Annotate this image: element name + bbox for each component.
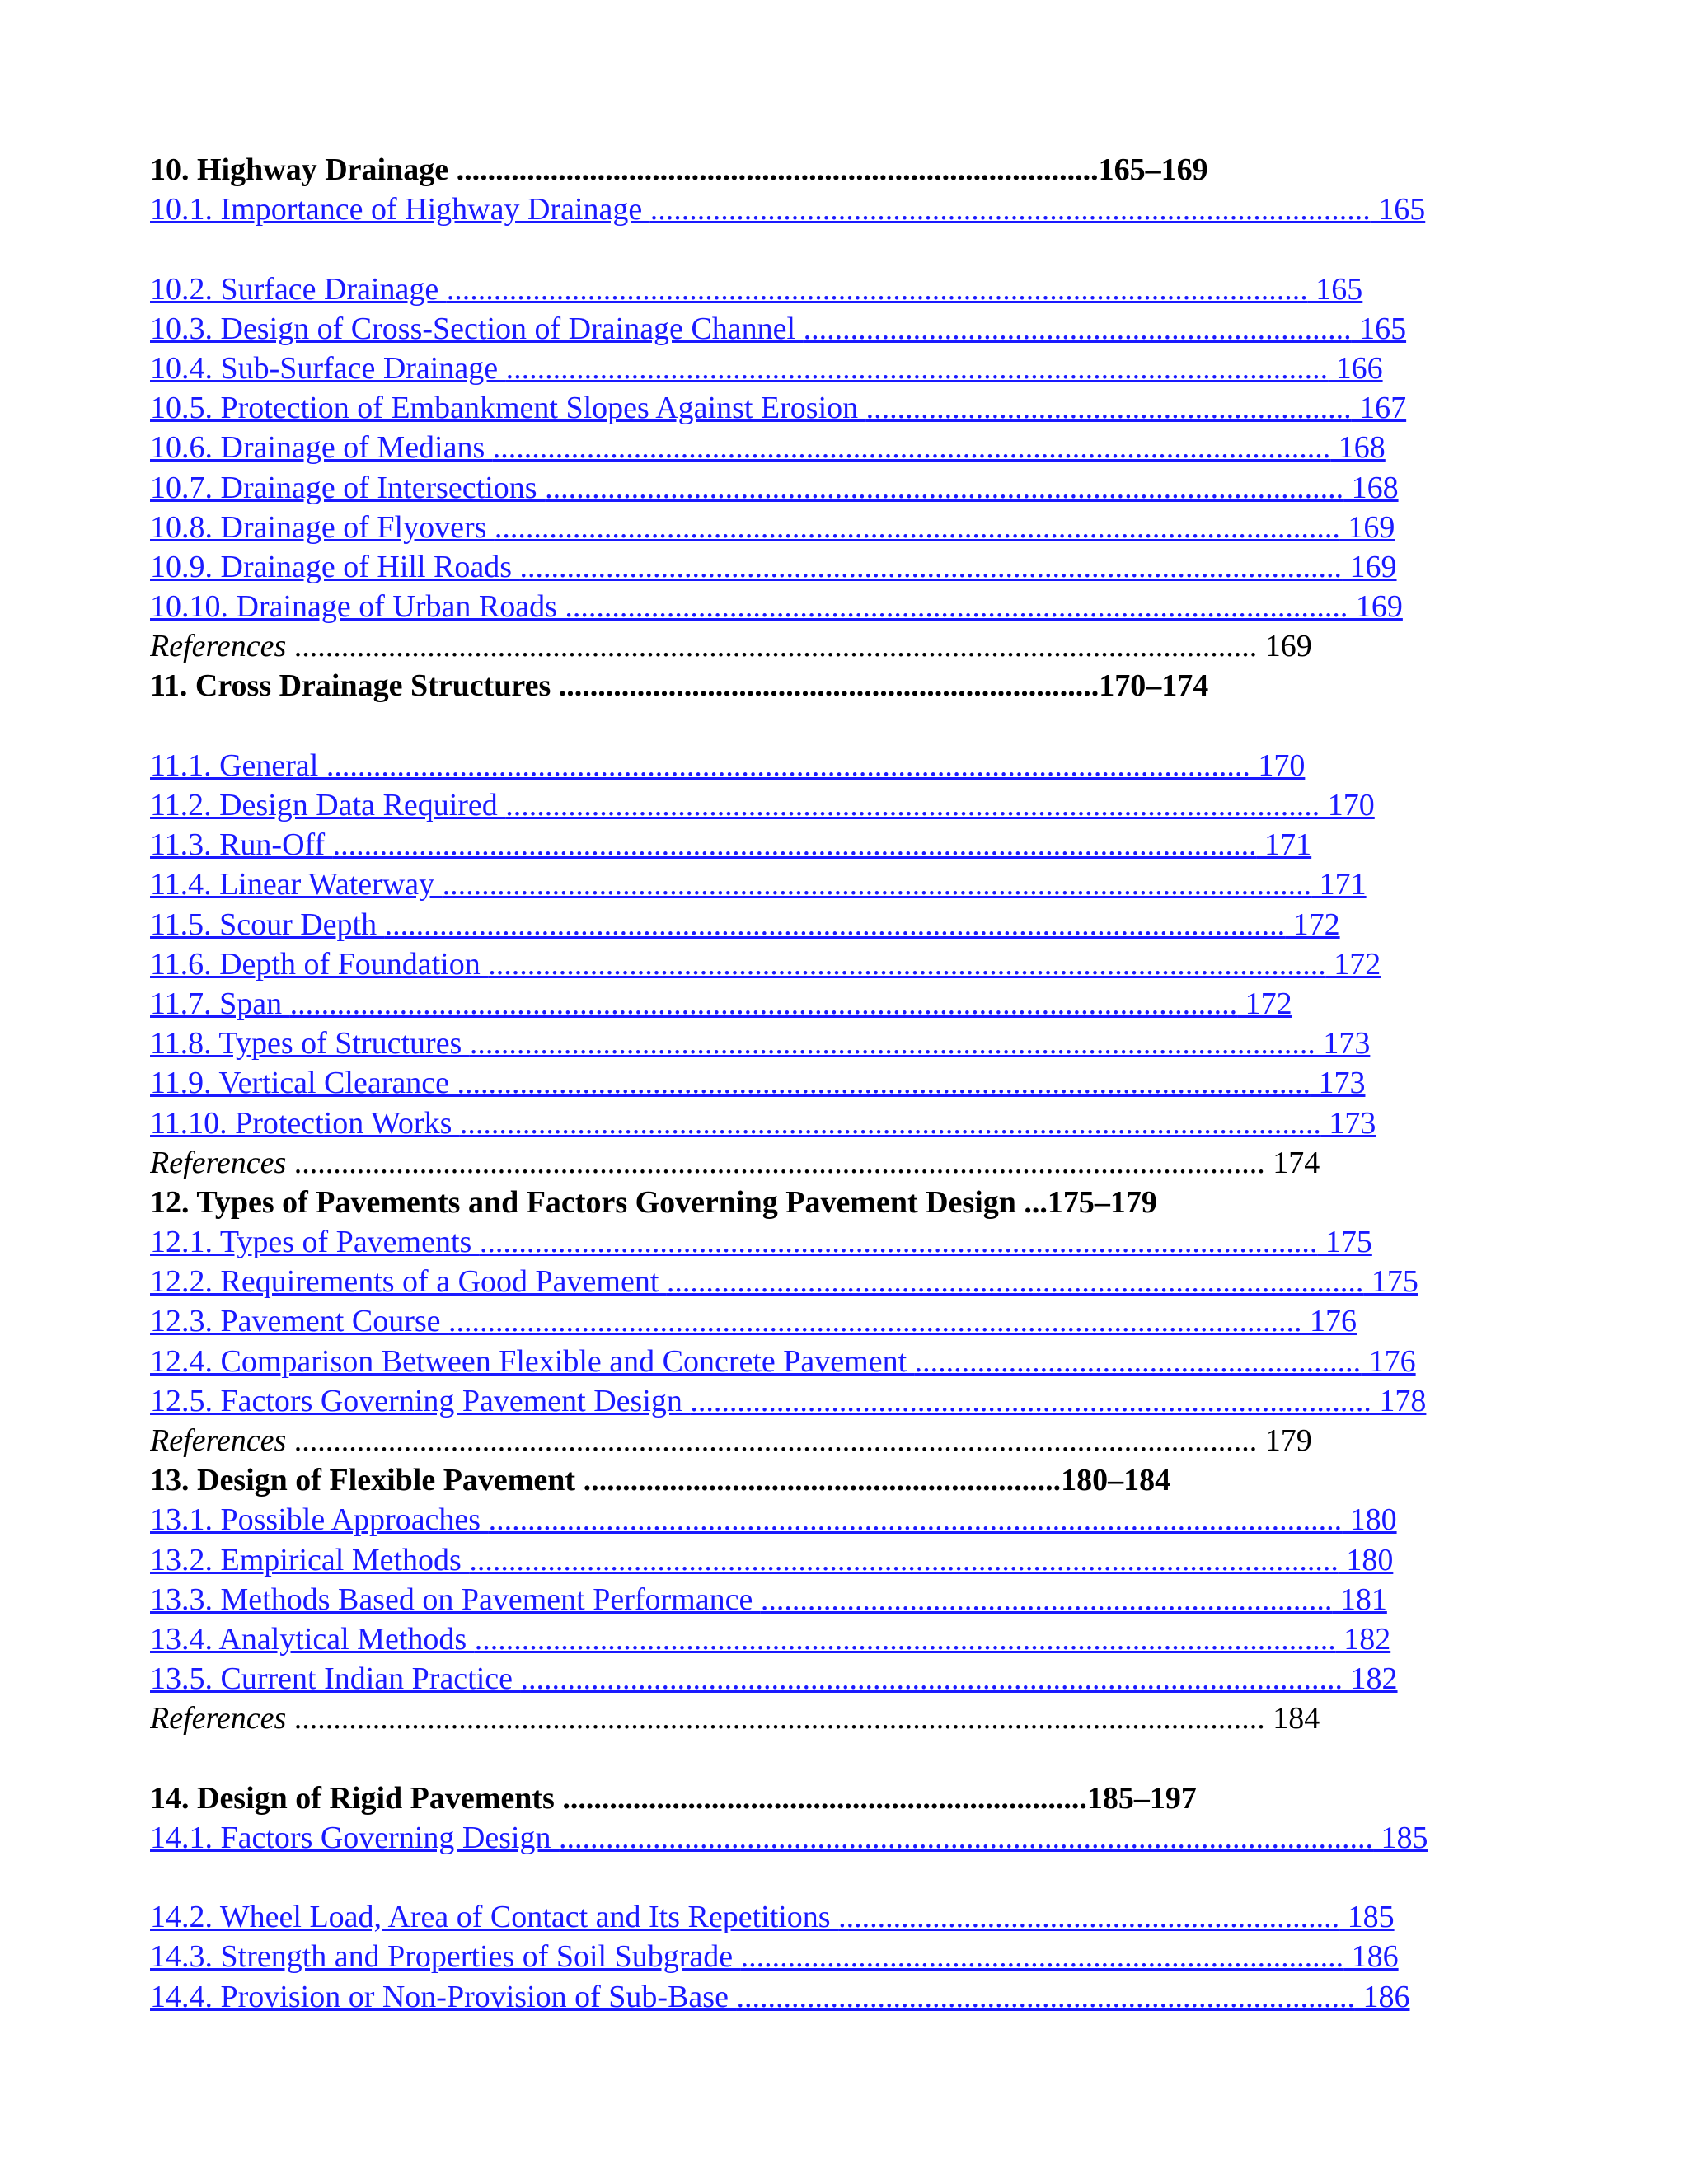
toc-page-number[interactable]: 185 (1339, 1900, 1395, 1935)
toc-dot-leader[interactable]: ......................................................................................... (666, 1264, 1364, 1300)
toc-section-link[interactable] (150, 1818, 1551, 1858)
toc-section-link[interactable] (150, 269, 1551, 309)
toc-section-link[interactable] (150, 746, 1551, 785)
toc-section-link[interactable] (150, 1619, 1551, 1659)
toc-section-link[interactable] (150, 1301, 1551, 1341)
toc-page-number[interactable]: 186 (1354, 1979, 1410, 2014)
toc-section-link[interactable] (150, 1977, 1551, 2017)
toc-section-link[interactable] (150, 1580, 1551, 1619)
toc-section-link[interactable] (150, 1342, 1551, 1381)
toc-title: 10. Highway Drainage (150, 152, 457, 187)
toc-title: 11. Cross Drainage Structures (150, 668, 559, 704)
toc-page-number[interactable]: 173 (1310, 1066, 1366, 1101)
toc-title: References (150, 1701, 294, 1736)
toc-title: References (150, 629, 294, 664)
table-of-contents (150, 150, 1551, 2017)
toc-chapter-heading (150, 1460, 1551, 1500)
toc-page-number: 184 (1264, 1701, 1320, 1736)
toc-dot-leader[interactable]: ............................................................................................................ (469, 1026, 1315, 1062)
toc-dot-leader[interactable]: ............................................................................................................... (469, 1542, 1339, 1577)
toc-section-link[interactable] (150, 547, 1551, 587)
toc-dot-leader: ..................................................................... (558, 668, 1100, 704)
toc-dot-leader[interactable]: ................................................................................................................... (384, 907, 1286, 942)
toc-dot-leader[interactable]: ....................................................................................... (690, 1383, 1372, 1418)
toc-dot-leader: .................................................................................. (456, 152, 1099, 187)
toc-page-number[interactable]: 176 (1301, 1304, 1357, 1339)
toc-title[interactable]: 11.6. Depth of Foundation (150, 946, 489, 982)
toc-section-link[interactable] (150, 1381, 1551, 1421)
toc-page-number[interactable]: 180 (1338, 1542, 1394, 1577)
toc-title[interactable]: 11.10. Protection Works (150, 1105, 460, 1141)
toc-chapter-heading (150, 150, 1551, 190)
toc-dot-leader[interactable]: .............................................................................................................. (446, 271, 1308, 307)
toc-dot-leader: ... (1024, 1184, 1048, 1220)
toc-title[interactable]: 13.1. Possible Approaches (150, 1502, 489, 1538)
toc-chapter-heading (150, 1779, 1551, 1818)
toc-title[interactable]: 10.4. Sub-Surface Drainage (150, 350, 506, 386)
toc-title[interactable]: 11.5. Scour Depth (150, 907, 385, 942)
toc-title[interactable]: 12.2. Requirements of a Good Pavement (150, 1264, 667, 1300)
toc-dot-leader[interactable]: ......................................................................... (760, 1582, 1333, 1617)
toc-page-number[interactable]: 186 (1343, 1939, 1399, 1975)
toc-dot-leader[interactable]: .............................................................................................................. (459, 1105, 1321, 1141)
toc-dot-leader[interactable]: ...................................................................................................................... (326, 748, 1250, 783)
toc-dot-leader: ............................................................. (583, 1463, 1062, 1498)
spacer (150, 1739, 1551, 1779)
toc-title[interactable]: 14.3. Strength and Properties of Soil Subgrade (150, 1939, 741, 1975)
toc-page-number: 175–179 (1047, 1184, 1157, 1220)
toc-title[interactable]: 11.1. General (150, 748, 326, 783)
toc-section-link[interactable] (150, 1937, 1551, 1976)
toc-page-number[interactable]: 169 (1342, 549, 1397, 584)
toc-page-number[interactable]: 182 (1335, 1621, 1391, 1657)
toc-dot-leader[interactable]: ......................................................................................................... (519, 549, 1343, 584)
toc-title[interactable]: 10.10. Drainage of Urban Roads (150, 589, 565, 625)
toc-dot-leader: ........................................................................................................................... (293, 1423, 1258, 1458)
toc-references-entry (150, 1699, 1551, 1738)
toc-page-number[interactable]: 185 (1373, 1820, 1428, 1855)
toc-page-number[interactable]: 166 (1328, 350, 1383, 386)
toc-dot-leader[interactable]: ............................................................................................................. (448, 1304, 1302, 1339)
toc-page-number: 179 (1257, 1423, 1312, 1458)
toc-dot-leader[interactable]: ............................................................................................ (649, 192, 1371, 227)
toc-dot-leader[interactable]: .................................................................................................... (565, 589, 1348, 625)
toc-title[interactable]: 11.3. Run-Off (150, 827, 333, 863)
toc-title[interactable]: 10.7. Drainage of Intersections (150, 470, 546, 505)
toc-section-link[interactable] (150, 1104, 1551, 1143)
toc-title[interactable]: 10.8. Drainage of Flyovers (150, 509, 495, 545)
spacer (150, 706, 1551, 746)
toc-section-link[interactable] (150, 1024, 1551, 1063)
toc-dot-leader[interactable]: ............................................................................................................ (494, 509, 1340, 545)
toc-dot-leader[interactable]: ........................................................................................................... (479, 1225, 1318, 1260)
toc-dot-leader[interactable]: ......................................................................................................................... (289, 986, 1238, 1021)
toc-page-number: 165–169 (1098, 152, 1208, 187)
toc-title[interactable]: 10.1. Importance of Highway Drainage (150, 192, 650, 227)
toc-section-link[interactable] (150, 905, 1551, 944)
toc-dot-leader[interactable]: ........................................................................................................ (559, 1820, 1374, 1855)
toc-page-number[interactable]: 173 (1320, 1105, 1376, 1141)
toc-title: References (150, 1145, 294, 1180)
toc-page-number[interactable]: 176 (1361, 1343, 1416, 1379)
toc-title[interactable]: 12.3. Pavement Course (150, 1304, 449, 1339)
toc-page-number[interactable]: 172 (1237, 986, 1292, 1021)
toc-dot-leader[interactable]: ............................................................................................................. (457, 1066, 1311, 1101)
toc-dot-leader[interactable]: ......................................................... (914, 1343, 1362, 1379)
toc-page-number[interactable]: 165 (1370, 192, 1426, 227)
toc-title[interactable]: 12.5. Factors Governing Pavement Design (150, 1383, 691, 1418)
toc-page-number: 170–174 (1099, 668, 1209, 704)
toc-title[interactable]: 10.6. Drainage of Medians (150, 430, 493, 466)
toc-page-number[interactable]: 168 (1330, 430, 1386, 466)
toc-title[interactable]: 11.2. Design Data Required (150, 788, 506, 823)
toc-dot-leader[interactable]: ...................................................................................................... (545, 470, 1344, 505)
toc-dot-leader[interactable]: ......................................................................................................... (505, 350, 1329, 386)
toc-section-link[interactable] (150, 388, 1551, 428)
toc-page-number: 174 (1264, 1145, 1320, 1180)
toc-dot-leader[interactable]: ............................................................................. (740, 1939, 1344, 1975)
toc-dot-leader[interactable]: ...................................................................... (803, 311, 1352, 346)
toc-page-number[interactable]: 171 (1256, 827, 1312, 863)
toc-page-number[interactable]: 172 (1325, 946, 1381, 982)
toc-references-entry (150, 1143, 1551, 1183)
toc-dot-leader: ................................................................... (562, 1780, 1087, 1816)
toc-title[interactable]: 13.2. Empirical Methods (150, 1542, 470, 1577)
toc-dot-leader[interactable]: ...................................................................................................................... (332, 827, 1257, 863)
spacer (150, 229, 1551, 269)
toc-section-link[interactable] (150, 349, 1551, 388)
toc-page-number[interactable]: 165 (1351, 311, 1407, 346)
toc-title: 14. Design of Rigid Pavements (150, 1780, 563, 1816)
toc-section-link[interactable] (150, 1540, 1551, 1580)
toc-page-number: 180–184 (1061, 1463, 1171, 1498)
toc-title[interactable]: 10.9. Drainage of Hill Roads (150, 549, 520, 584)
toc-chapter-heading (150, 666, 1551, 705)
toc-title[interactable]: 13.3. Methods Based on Pavement Performance (150, 1582, 761, 1617)
toc-title[interactable]: 12.4. Comparison Between Flexible and Concrete Pavement (150, 1343, 915, 1379)
toc-references-entry (150, 1421, 1551, 1460)
toc-section-link[interactable] (150, 1063, 1551, 1103)
toc-title: References (150, 1423, 294, 1458)
toc-page-number[interactable]: 168 (1343, 470, 1399, 505)
toc-dot-leader[interactable]: ................................................................ (838, 1900, 1340, 1935)
toc-section-link[interactable] (150, 1659, 1551, 1699)
toc-dot-leader: ............................................................................................................................ (293, 1701, 1265, 1736)
toc-dot-leader[interactable]: ............................................................................................................... (442, 867, 1312, 902)
toc-dot-leader[interactable]: .............................................................................................................. (474, 1621, 1336, 1657)
toc-title[interactable]: 11.4. Linear Waterway (150, 867, 443, 902)
toc-section-link[interactable] (150, 1222, 1551, 1262)
toc-section-link[interactable] (150, 190, 1551, 229)
spacer (150, 1858, 1551, 1897)
toc-title[interactable]: 10.3. Design of Cross-Section of Drainage Channel (150, 311, 804, 346)
toc-section-link[interactable] (150, 428, 1551, 467)
toc-section-link[interactable] (150, 984, 1551, 1024)
toc-dot-leader[interactable]: ........................................................................................................... (488, 946, 1326, 982)
toc-title[interactable]: 10.5. Protection of Embankment Slopes Against Erosion (150, 391, 866, 426)
toc-page-number[interactable]: 181 (1332, 1582, 1387, 1617)
toc-references-entry (150, 626, 1551, 666)
toc-title: 12. Types of Pavements and Factors Governing Pavement Design (150, 1184, 1025, 1220)
toc-title[interactable]: 11.9. Vertical Clearance (150, 1066, 457, 1101)
toc-page-number[interactable]: 167 (1351, 391, 1407, 426)
toc-page-number[interactable]: 170 (1250, 748, 1306, 783)
toc-section-link[interactable] (150, 825, 1551, 865)
toc-section-link[interactable] (150, 865, 1551, 904)
toc-title[interactable]: 10.2. Surface Drainage (150, 271, 447, 307)
toc-title[interactable]: 11.7. Span (150, 986, 290, 1021)
toc-dot-leader[interactable]: ............................................................................................................. (488, 1502, 1343, 1538)
toc-page-number[interactable]: 169 (1348, 589, 1403, 625)
toc-section-link[interactable] (150, 468, 1551, 508)
toc-dot-leader[interactable]: ........................................................................................................... (492, 430, 1331, 466)
toc-page-number[interactable]: 172 (1285, 907, 1340, 942)
toc-page-number[interactable]: 170 (1320, 788, 1375, 823)
toc-section-link[interactable] (150, 1500, 1551, 1540)
toc-title[interactable]: 13.5. Current Indian Practice (150, 1661, 521, 1697)
toc-page-number[interactable]: 175 (1317, 1225, 1372, 1260)
toc-section-link[interactable] (150, 1262, 1551, 1301)
toc-section-link[interactable] (150, 944, 1551, 984)
toc-section-link[interactable] (150, 785, 1551, 825)
toc-dot-leader[interactable]: .............................................................. (865, 391, 1352, 426)
toc-page-number: 169 (1257, 629, 1312, 664)
toc-title[interactable]: 13.4. Analytical Methods (150, 1621, 475, 1657)
toc-dot-leader: ........................................................................................................................... (293, 629, 1258, 664)
toc-chapter-heading (150, 1183, 1551, 1222)
toc-page-number[interactable]: 178 (1371, 1383, 1427, 1418)
toc-dot-leader[interactable]: ............................................................................... (736, 1979, 1355, 2014)
toc-page-number[interactable]: 175 (1363, 1264, 1418, 1300)
toc-page-number[interactable]: 182 (1343, 1661, 1398, 1697)
toc-title[interactable]: 14.1. Factors Governing Design (150, 1820, 560, 1855)
toc-dot-leader[interactable]: ......................................................................................................... (520, 1661, 1343, 1697)
toc-section-link[interactable] (150, 1897, 1551, 1937)
toc-page-number[interactable]: 171 (1311, 867, 1367, 902)
toc-title: 13. Design of Flexible Pavement (150, 1463, 584, 1498)
toc-page-number[interactable]: 180 (1342, 1502, 1397, 1538)
toc-dot-leader[interactable]: ........................................................................................................ (505, 788, 1320, 823)
toc-dot-leader: ............................................................................................................................ (293, 1145, 1265, 1180)
toc-section-link[interactable] (150, 587, 1551, 626)
toc-page-number[interactable]: 173 (1315, 1026, 1371, 1062)
toc-title[interactable]: 11.8. Types of Structures (150, 1026, 470, 1062)
toc-page-number: 185–197 (1086, 1780, 1197, 1816)
toc-page-number[interactable]: 169 (1339, 509, 1395, 545)
toc-title[interactable]: 14.4. Provision or Non-Provision of Sub-Base (150, 1979, 737, 2014)
toc-title[interactable]: 12.1. Types of Pavements (150, 1225, 480, 1260)
toc-section-link[interactable] (150, 508, 1551, 547)
toc-page-number[interactable]: 165 (1307, 271, 1363, 307)
toc-title[interactable]: 14.2. Wheel Load, Area of Contact and Its Repetitions (150, 1900, 839, 1935)
toc-section-link[interactable] (150, 309, 1551, 349)
